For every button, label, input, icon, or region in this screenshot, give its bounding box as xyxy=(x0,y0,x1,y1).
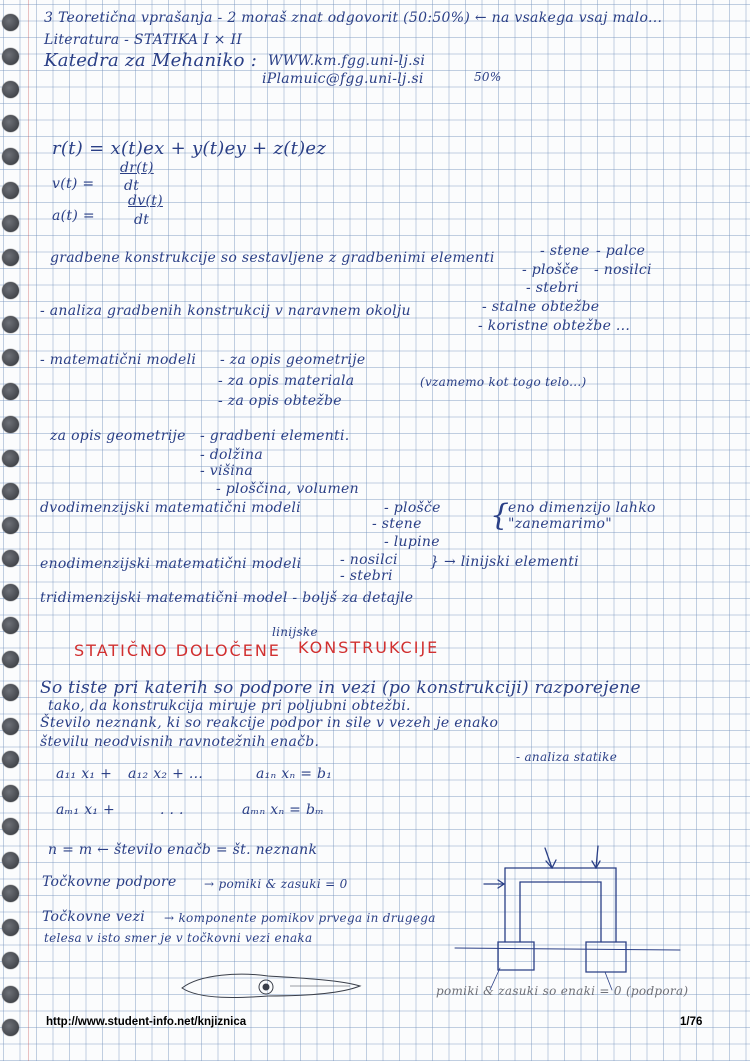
paragraph-line-4: številu neodvisnih ravnotežnih enačb. xyxy=(40,734,320,750)
paragraph-line-3: Število neznank, ki so reakcije podpor in sile v vezeh je enako xyxy=(40,715,499,731)
text-1d-beams: - nosilci xyxy=(340,552,398,568)
text-point-ties: Točkovne vezi xyxy=(42,909,146,925)
matrix-row1-c: a₁ₙ xₙ = b₁ xyxy=(256,766,333,782)
text-height: - višina xyxy=(200,463,253,479)
text-2d-plates: - plošče xyxy=(384,500,441,516)
text-linear-elements: } → linijski elementi xyxy=(430,554,579,570)
equation-velocity-lhs: v(t) = xyxy=(52,176,95,192)
text-geometry: za opis geometrije xyxy=(50,428,186,444)
text-1d-models: enodimenzijski matematični modeli xyxy=(40,556,302,572)
text-math-models: - matematični modeli xyxy=(40,352,197,368)
footer-page-number: 1/76 xyxy=(680,1016,703,1028)
text-2d-note1: eno dimenzijo lahko xyxy=(508,500,656,516)
note-line-3a: Katedra za Mehaniko : xyxy=(44,50,258,71)
equation-count: n = m ← število enačb = št. neznank xyxy=(48,842,318,858)
text-3d-model: tridimenzijski matematični model - boljš za detajle xyxy=(40,590,414,606)
heading-statically-determinate: STATIČNO DOLOČENE xyxy=(74,641,281,660)
text-load-desc: - za opis obtežbe xyxy=(218,393,342,409)
text-2d-note2: "zanemarimo" xyxy=(508,516,612,532)
matrix-row1-b: a₁₂ x₂ + ... xyxy=(128,766,204,782)
text-permanent-loads: - stalne obtežbe xyxy=(482,299,600,315)
text-live-loads: - koristne obtežbe ... xyxy=(478,318,631,334)
text-point-supports-note: → pomiki & zasuki = 0 xyxy=(204,877,348,891)
text-material-desc: - za opis materiala xyxy=(218,373,355,389)
text-1d-columns: - stebri xyxy=(340,568,393,584)
note-line-4: iPlamuic@fgg.uni-lj.si xyxy=(262,71,424,87)
text-point-ties-note: → komponente pomikov prvega in drugega xyxy=(164,911,436,925)
text-columns: - stebri xyxy=(526,280,579,296)
text-point-ties-note2: telesa v isto smer je v točkovni vezi enaka xyxy=(44,931,313,945)
note-line-4b: 50% xyxy=(474,70,502,84)
text-point-supports: Točkovne podpore xyxy=(42,874,177,890)
footer-url[interactable]: http://www.student-info.net/knjiznica xyxy=(46,1016,247,1028)
equation-position: r(t) = x(t)ex + y(t)ey + z(t)ez xyxy=(52,138,327,159)
heading-note-linear: linijske xyxy=(272,625,318,639)
text-analysis: - analiza gradbenih konstrukcij v naravnem okolju xyxy=(40,303,411,319)
equation-acceleration-lhs: a(t) = xyxy=(52,208,95,224)
note-line-1: 3 Teoretična vprašanja - 2 moraš znat odgovorit (50:50%) ← na vsakega vsaj malo... xyxy=(44,10,663,26)
text-2d-models: dvodimenzijski matematični modeli xyxy=(40,500,301,516)
matrix-row2-c: aₘₙ xₙ = bₘ xyxy=(242,802,325,818)
equation-acceleration-den: dt xyxy=(134,212,150,228)
paragraph-note: - analiza statike xyxy=(516,750,618,764)
matrix-row2-b: . . . xyxy=(160,802,184,818)
text-material-note: (vzamemo kot togo telo...) xyxy=(420,375,587,389)
heading-structures: KONSTRUKCIJE xyxy=(298,638,440,657)
text-palce: - palce xyxy=(596,243,646,259)
text-2d-walls: - stene xyxy=(372,516,422,532)
text-geometry-desc: - za opis geometrije xyxy=(220,352,366,368)
brace-2d: { xyxy=(490,498,510,533)
equation-velocity-den: dt xyxy=(124,178,140,194)
equation-velocity-num: dr(t) xyxy=(120,160,154,176)
sketch-caption: pomiki & zasuki so enaki = 0 (podpora) xyxy=(436,984,689,998)
matrix-row2-a: aₘ₁ x₁ + xyxy=(56,802,116,818)
text-beams: - nosilci xyxy=(594,262,652,278)
equation-acceleration-num: dv(t) xyxy=(128,193,163,209)
text-plates: - plošče xyxy=(522,262,579,278)
matrix-row1-a: a₁₁ x₁ + xyxy=(56,766,113,782)
text-area-volume: - ploščina, volumen xyxy=(216,481,359,497)
paragraph-line-2: tako, da konstrukcija miruje pri poljubni obtežbi. xyxy=(48,698,411,714)
text-structures: gradbene konstrukcije so sestavljene z gradbenimi elementi xyxy=(50,250,495,266)
text-elements: - gradbeni elementi. xyxy=(200,428,350,444)
text-2d-shells: - lupine xyxy=(384,534,440,550)
paragraph-line-1: So tiste pri katerih so podpore in vezi (po konstrukciji) razporejene xyxy=(40,678,641,698)
note-line-2: Literatura - STATIKA I × II xyxy=(44,32,243,48)
text-length: - dolžina xyxy=(200,447,263,463)
text-walls: - stene xyxy=(540,243,590,259)
note-line-3b: WWW.km.fgg.uni-lj.si xyxy=(268,53,426,69)
